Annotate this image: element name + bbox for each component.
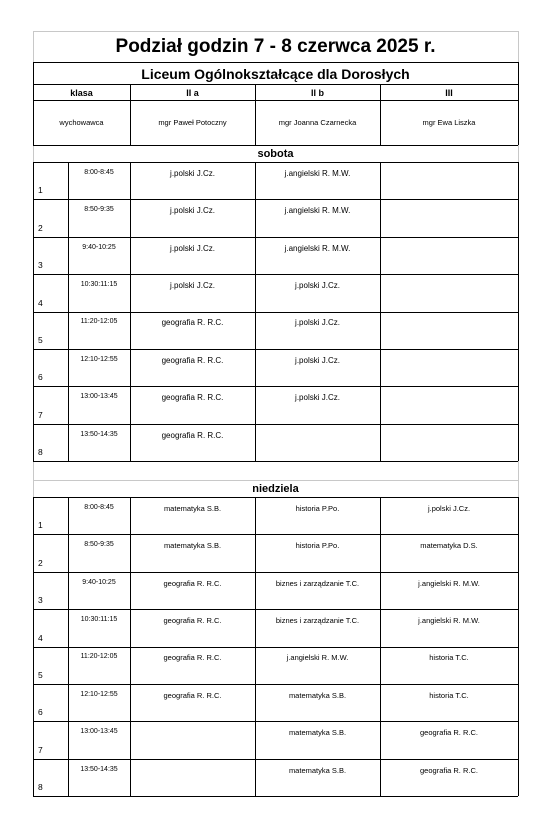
grid-line [33,199,518,200]
lesson-time: 9:40-10:25 [82,578,116,586]
lesson-cell: historia P.Po. [295,503,340,513]
grid-line [33,572,518,573]
grid-line [33,62,518,63]
lesson-number: 3 [38,595,43,606]
teacher-name: mgr Paweł Potoczny [158,118,227,127]
grid-line [33,312,518,313]
grid-line [380,84,381,145]
grid-line [33,497,518,498]
lesson-time: 10:30:11:15 [80,615,118,623]
lesson-cell: historia P.Po. [295,541,340,551]
lesson-time: 8:00-8:45 [84,503,114,511]
lesson-number: 2 [38,557,43,568]
grid-line [33,62,34,145]
day-heading: niedziela [252,483,299,495]
grid-line [33,534,518,535]
lesson-cell: geografia R. R.C. [420,728,478,738]
grid-line [33,497,34,796]
grid-line [33,162,518,163]
lesson-cell: geografia R. R.C. [161,355,224,365]
grid-line [33,237,518,238]
lesson-number: 6 [38,372,43,383]
lesson-time: 8:50-9:35 [84,541,114,549]
lesson-cell: geografia R. R.C. [163,578,222,588]
lesson-cell: historia T.C. [429,690,469,700]
lesson-cell: j.polski J.Cz. [295,318,340,328]
lesson-cell: j.angielski R. M.W. [418,578,480,588]
grid-line [33,84,518,85]
lesson-number: 1 [38,185,43,196]
grid-line [130,162,131,461]
grid-line [33,796,518,797]
lesson-number: 3 [38,260,43,271]
lesson-cell: matematyka D.S. [420,541,478,551]
lesson-time: 12:10-12:55 [80,690,118,698]
teacher-name: mgr Ewa Liszka [422,118,476,127]
lesson-time: 10:30:11:15 [80,280,118,288]
lesson-number: 1 [38,520,43,531]
class-header: II b [311,88,324,98]
lesson-cell: j.polski J.Cz. [295,280,340,290]
grid-line [518,162,519,461]
lesson-time: 9:40-10:25 [82,243,116,251]
grid-line [33,461,518,462]
lesson-cell: j.angielski R. M.W. [284,243,351,253]
lesson-cell: j.angielski R. M.W. [286,653,349,663]
grid-line [33,684,518,685]
lesson-cell: geografia R. R.C. [163,690,222,700]
lesson-number: 5 [38,335,43,345]
lesson-number: 8 [38,782,43,793]
lesson-cell: j.polski J.Cz. [295,393,340,403]
lesson-cell: matematyka S.B. [163,503,222,513]
lesson-cell: geografia R. R.C. [163,653,222,663]
grid-line [130,84,131,145]
grid-line [130,497,131,796]
lesson-number: 8 [38,447,43,458]
lesson-cell: geografia R. R.C. [161,393,224,403]
school-name: Liceum Ogólnokształcące dla Dorosłych [141,66,410,82]
grid-line [68,497,69,796]
lesson-cell: geografia R. R.C. [420,765,478,775]
day-heading: sobota [257,148,294,160]
teacher-name: mgr Joanna Czarnecka [278,118,357,127]
lesson-cell: matematyka S.B. [288,765,347,775]
lesson-cell: matematyka S.B. [288,690,347,700]
lesson-cell: j.polski J.Cz. [427,503,471,513]
klasa-label: klasa [70,88,93,98]
lesson-cell: geografia R. R.C. [163,615,222,625]
lesson-cell: historia T.C. [429,653,469,663]
grid-line [33,145,518,146]
page-title: Podział godzin 7 - 8 czerwca 2025 r. [115,36,436,57]
lesson-time: 12:10-12:55 [80,355,118,363]
grid-line [33,721,518,722]
lesson-cell: j.polski J.Cz. [170,206,215,216]
lesson-cell: geografia R. R.C. [161,318,224,328]
lesson-cell: geografia R. R.C. [161,430,224,440]
lesson-number: 7 [38,409,43,420]
lesson-time: 13:00-13:45 [80,393,118,401]
lesson-cell: biznes i zarządzanie T.C. [275,615,360,625]
lesson-cell: j.polski J.Cz. [170,280,215,290]
grid-line [380,162,381,461]
grid-line [33,349,518,350]
lesson-cell: j.polski J.Cz. [295,355,340,365]
lesson-cell: j.angielski R. M.W. [284,206,351,216]
grid-line [518,62,519,145]
lesson-number: 2 [38,222,43,233]
lesson-time: 13:50-14:35 [80,765,118,773]
lesson-time: 11:20-12:05 [80,653,118,661]
lesson-number: 7 [38,744,43,755]
lesson-number: 4 [38,297,43,308]
grid-line [33,647,518,648]
grid-line [33,609,518,610]
grid-line [255,162,256,461]
lesson-cell: matematyka S.B. [163,541,222,551]
grid-line [33,274,518,275]
lesson-number: 5 [38,670,43,680]
grid-line [33,424,518,425]
class-header: III [445,88,453,98]
lesson-time: 13:50-14:35 [80,430,118,438]
grid-line [33,480,518,481]
lesson-time: 8:50-9:35 [84,206,114,214]
lesson-number: 4 [38,632,43,643]
grid-line [255,84,256,145]
lesson-time: 8:00-8:45 [84,168,114,176]
wychowawca-label: wychowawca [59,118,104,127]
lesson-time: 11:20-12:05 [80,318,118,326]
lesson-number: 6 [38,707,43,718]
grid-line [518,497,519,796]
lesson-cell: matematyka S.B. [288,728,347,738]
grid-line [33,162,34,461]
grid-line [380,497,381,796]
class-header: II a [186,88,199,98]
grid-line [33,31,518,32]
grid-line [33,100,518,101]
grid-line [33,759,518,760]
lesson-cell: j.angielski R. M.W. [418,615,480,625]
grid-line [68,162,69,461]
lesson-cell: biznes i zarządzanie T.C. [275,578,360,588]
lesson-cell: j.polski J.Cz. [170,243,215,253]
grid-line [255,497,256,796]
lesson-cell: j.polski J.Cz. [170,168,215,178]
grid-line [33,386,518,387]
lesson-time: 13:00-13:45 [80,728,118,736]
lesson-cell: j.angielski R. M.W. [284,168,351,178]
